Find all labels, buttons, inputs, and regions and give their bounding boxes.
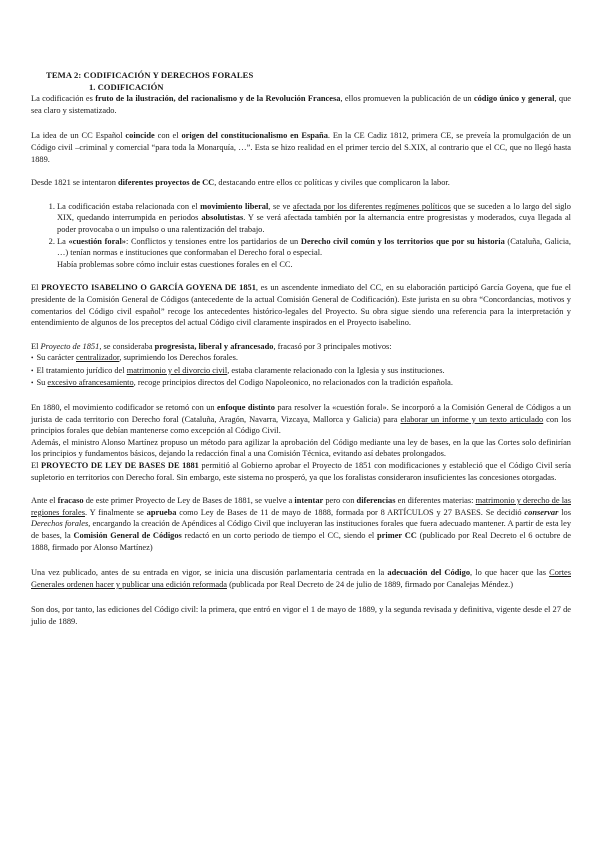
paragraph-isabelino [31,282,571,328]
text: : Conflictos y tensiones entre los partidarios de un [126,236,301,246]
text: El tratamiento jurídico del [36,365,127,375]
text: como Ley de Bases de 11 de mayo de 1888, formada por 8 ARTÍCULOS y 27 BASES. Se decidió [176,507,525,517]
text: que se suceden a lo largo del siglo XIX, quedando interrumpida en periodos [57,201,571,223]
numbered-list [31,201,571,271]
list-item [31,352,571,365]
list-item [31,365,571,378]
bold-text: Comisión General de Códigos [73,531,182,540]
bold-text: diferentes proyectos de CC [118,178,215,188]
bold-text: PROYECTO DE LEY DE BASES DE 1881 [41,461,199,471]
text: , lo que hacer que las [470,568,550,578]
text: , fracasó por 3 principales motivos: [273,341,392,351]
bullet-list [31,352,571,390]
bold-italic-text: conservar [524,507,559,517]
bold-text: absolutistas [201,213,244,223]
text: pero con [323,496,357,506]
text: con el [154,131,182,141]
text: Una vez publicado, antes de su entrada en vigor, se inicia una discusión parlamentaria centrada en la [31,568,388,578]
paragraph-1851 [31,341,571,353]
paragraph-ley-bases-1881 [31,460,571,483]
text: (publicada por Real Decreto de 24 de julio de 1889, firmado por Canalejas Méndez.) [227,579,514,589]
italic-text: Derechos forales [31,519,89,529]
text: , encargando la creación de Apéndices al Código Civil que incluyeran las instituciones forales que fuera adecuado mantener. A partir de esta ley de bases, la [31,519,572,540]
text: , estaba claramente relacionado con la Iglesia y sus instituciones. [227,365,445,375]
text: redactó en un corto periodo de tiempo el CC, siendo el [181,531,378,540]
underlined-text: afectada por los diferentes regímenes políticos [292,201,451,211]
paragraph-1880 [31,402,571,437]
section-heading: 1. CODIFICACIÓN [89,81,164,92]
text: , recoge principios directos del Codigo Napoleonico, no relacionados con la tradición española. [133,378,453,388]
text: La codificación estaba relacionada con el [57,201,201,211]
text: La codificación es [31,94,96,104]
text: El [31,283,42,293]
text: , suprimiendo los Derechos forales. [119,353,238,363]
list-item [57,236,571,271]
paragraph-ley-bases-1888 [31,495,571,553]
text: Su carácter [36,353,76,363]
bold-text: adecuación del Código [387,568,471,578]
text: En 1880, el movimiento codificador se retomó con un [31,403,218,413]
bold-text: movimiento liberal [200,201,269,211]
text: (Cataluña, Galicia, …) tenían normas e instituciones que conformaban el Derecho foral o especial. [57,236,571,258]
list-item [57,201,571,236]
text: El [31,341,41,351]
bold-text: Derecho civil común y los territorios que por su historia [300,236,505,246]
text: permitió al Gobierno aprobar el Proyecto de 1851 con modificaciones y estableció que el Código Civil sería supletorio en territorios con Derecho foral. Sin embargo, este sistema no prosperó, ya que los foralistas consideraron insuficientes las concesiones otorgadas. [31,461,571,482]
bold-text: PROYECTO ISABELINO O GARCÍA GOYENA DE 1851 [41,283,256,293]
bold-text: fruto de la ilustración, del racionalismo y de la Revolución Francesa [95,94,341,104]
text: con los principios forales que debían mantenerse como excepción al Código Civil. [31,414,571,436]
text: , ellos promueven la publicación de un [340,94,474,104]
underlined-text: centralizador [75,353,120,363]
paragraph-intro [31,93,571,116]
bold-text: aprueba [146,507,177,517]
bold-text: progresista, liberal y afrancesado [154,341,274,351]
paragraph-origin [31,130,571,165]
text: La [57,236,69,246]
text: de este primer Proyecto de Ley de Bases de 1881, se vuelve a [83,496,295,506]
bold-text: primer CC [377,531,417,540]
paragraph-conclusion: Son dos, por tanto, las ediciones del Código civil: la primera, que entró en vigor el 1 de mayo de 1889, y la segunda revisada y definitiva, vigente desde el 27 de julio de 1889. [31,605,571,626]
underlined-text: elaborar un informe y un texto articulado [400,414,544,424]
text: Desde 1821 se intentaron [31,178,118,188]
text: , destacando entre ellos cc políticas y civiles que complicaron la labor. [214,178,450,188]
paragraph-projects [31,177,571,189]
document-page [31,70,571,638]
text: (publicado por Real Decreto el 6 octubre de 1888, firmado por Alonso Martínez) [31,531,572,552]
text: Su [36,378,48,388]
underlined-text: matrimonio y derecho de las regiones forales [31,496,571,517]
underlined-text: matrimonio y el divorcio civil [126,365,228,375]
bold-text: intentar [294,496,324,506]
text: . En la CE Cadiz 1812, primera CE, se preveía la promulgación de un Código civil –criminal y comercial “para toda la Monarquía, …”. Esta se hizo realidad en el primer tercio del S.XIX, al contrario que el CC, que no llegó hasta 1889. [31,131,571,164]
text: , es un ascendente inmediato del CC, en su elaboración participó García Goyena, que fue el presidente de la Comisión General de Códigos (antecedente de la actual Comisión General de Codificación). Este jurista en su obra “Concordancias, motivos y comentarios del Código civil español” recoge los antecedentes histórico-legales del Proyecto. Su obra sigue siendo una referencia para la interpretación y entendimiento de algunos de los preceptos del actual Código civil claramente inspirados en el Proyecto isabelino. [31,283,571,328]
text: La idea de un CC Español [31,131,126,141]
text: los [558,507,571,517]
text: . Y se verá afectada también por la alternancia entre progresistas y moderados, cuya llegada al poder provocaba o un impulso o una ralentización del trabajo. [57,213,571,234]
text: Ante el [31,496,58,506]
text: , que sea claro y sistematizado. [31,94,571,115]
bold-text: origen del constitucionalismo en España [181,131,328,141]
paragraph-alonso-martinez: Además, el ministro Alonso Martínez propuso un método para agilizar la aprobación del Código mediante una ley de bases, en la que las Cortes solo definirían los principios y fundamentos básicos, dejando la redacción final a una Comisión Técnica, evitando así debates prolongados. [31,437,571,459]
italic-text: Proyecto de 1851 [40,341,100,351]
bold-text: enfoque distinto [217,403,275,413]
list-item [31,377,571,390]
bold-text: fracaso [57,496,84,506]
page-title: TEMA 2: CODIFICACIÓN Y DERECHOS FORALES [46,70,254,80]
bold-text: coincide [125,131,155,141]
list-item-note: Había problemas sobre cómo incluir estas cuestiones forales en el CC. [57,259,293,269]
text: en diferentes materias: [395,496,476,506]
text: El [31,461,42,471]
bold-text: código único y general [473,94,555,104]
underlined-text: excesivo afrancesamiento [47,378,134,388]
underlined-text: Cortes Generales ordenen hacer y publicar una edición reformada [31,568,571,589]
bold-text: «cuestión foral» [68,236,126,246]
text: , se ve [268,201,293,211]
paragraph-edicion-reformada [31,567,571,590]
text: , se consideraba [99,341,155,351]
bold-text: diferencias [356,496,396,506]
text: . Y finalmente se [85,507,147,517]
text: para resolver la «cuestión foral». Se incorporó a la Comisión General de Códigos a un jurista de cada territorio con Derecho foral (Cataluña, Aragón, Navarra, Vizcaya, Mallorca y Galicia) para [31,403,571,424]
